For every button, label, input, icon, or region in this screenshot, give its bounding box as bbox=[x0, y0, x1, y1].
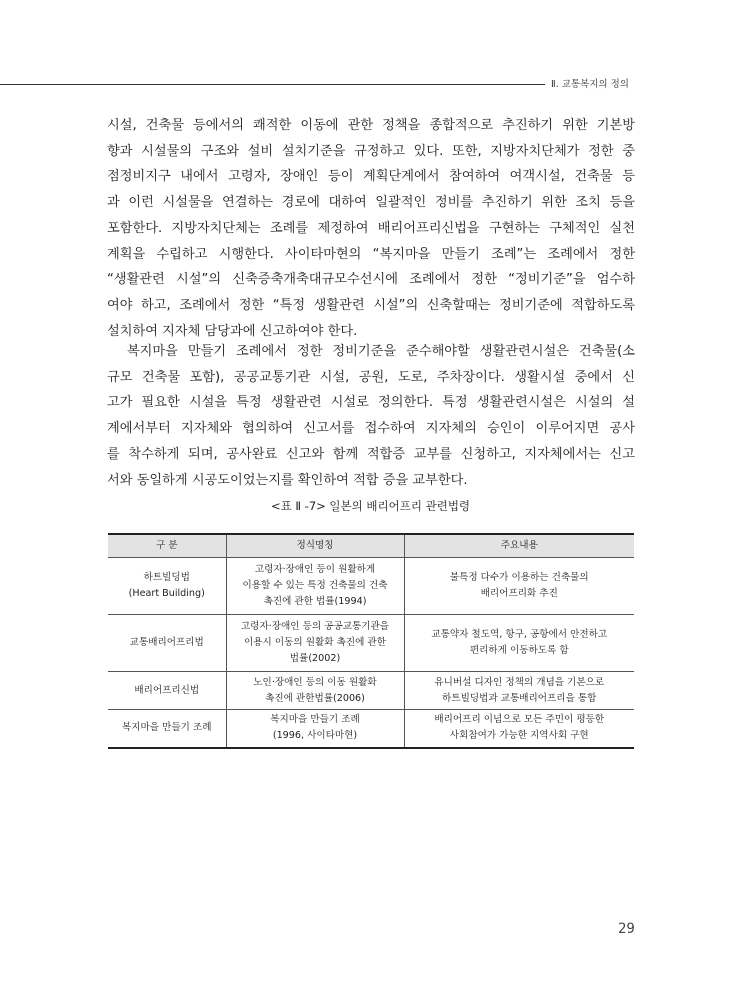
cell-line: 이용할 수 있는 특정 건축물의 건축 bbox=[242, 580, 388, 591]
cell-line: 이용시 이동의 원활화 촉진에 관한 bbox=[244, 637, 386, 648]
cell-name bbox=[226, 672, 404, 710]
text-line: 시설, 건축물 등에서의 쾌적한 이동에 관한 정책을 종합적으로 추진하기 위한 기본방 bbox=[107, 118, 635, 133]
text-line: 서와 동일하게 시공도이었는지를 확인하여 적합 증을 교부한다. bbox=[107, 472, 468, 488]
text-line: “생활관련 시설”의 신축증축개축대규모수선시에 조례에서 정한 “정비기준”을 엄수하 bbox=[107, 272, 635, 288]
table-row bbox=[108, 710, 634, 748]
cell-line: 교통약자 철도역, 항구, 공항에서 안전하고 bbox=[431, 629, 608, 640]
text-line: 계획을 수립하고 시행한다. 사이타마현의 “복지마을 만들기 조례”는 조례에서 정한 bbox=[107, 246, 635, 262]
text-line: 과 이런 시설물을 연결하는 경로에 대하여 일괄적인 정비를 추진하기 위한 조치 등을 bbox=[107, 195, 635, 211]
cell-content bbox=[404, 672, 634, 710]
cell-line: 사회참여가 가능한 지역사회 구현 bbox=[449, 730, 589, 742]
text-line: 여야 하고, 조례에서 정한 “특정 생활관련 시설”의 신축할때는 정비기준에 적합하도록 bbox=[107, 297, 635, 313]
cell-line: 배리어프리화 추진 bbox=[480, 588, 558, 599]
paragraph-1 bbox=[107, 113, 635, 344]
cell-line: 불특정 다수가 이용하는 건축물의 bbox=[449, 572, 589, 583]
column-header-name: 정식명칭 bbox=[226, 534, 404, 558]
cell-line: 유니버설 디자인 정책의 개념을 기본으로 bbox=[434, 676, 605, 688]
column-header-content: 주요내용 bbox=[404, 534, 634, 558]
cell-line: 노인·장애인 등의 이동 원활화 bbox=[253, 676, 377, 688]
text-line: 를 착수하게 되며, 공사완료 신고와 함께 적합증 교부를 신청하고, 지자체에서는 신고 bbox=[107, 446, 635, 462]
cell-category bbox=[108, 615, 226, 672]
cell-line: 하트빌딩법과 교통배리어프리을 통합 bbox=[442, 692, 597, 704]
paragraph-2 bbox=[107, 339, 635, 493]
cell-content bbox=[404, 558, 634, 615]
header-rule bbox=[0, 84, 545, 85]
cell-line: 배리어프리 이념으로 모든 주민이 평등한 bbox=[434, 714, 605, 726]
table-row bbox=[108, 615, 634, 672]
cell-line: 복지마을 만들기 조례 bbox=[270, 714, 360, 726]
cell-line: 복지마을 만들기 조례 bbox=[121, 722, 212, 734]
table-caption: <표 Ⅱ -7> 일본의 배리어프리 관련법령 bbox=[270, 499, 471, 513]
cell-name bbox=[226, 615, 404, 672]
cell-line: (1996, 사이타마현) bbox=[272, 730, 358, 742]
text-line: 규모 건축물 포함), 공공교통기관 시설, 공원, 도로, 주차장이다. 생활시설 중에서 신 bbox=[107, 369, 635, 385]
cell-line: 배리어프리신법 bbox=[134, 684, 200, 696]
cell-category bbox=[108, 710, 226, 748]
running-header: Ⅱ. 교통복지의 정의 bbox=[551, 79, 629, 90]
cell-line: 고령자·장애인 등이 원활하게 bbox=[254, 564, 376, 575]
page-number: 29 bbox=[618, 921, 635, 937]
cell-line: 법률(2002) bbox=[289, 653, 341, 664]
cell-content bbox=[404, 615, 634, 672]
cell-line: 교통배리어프리법 bbox=[129, 637, 204, 648]
text-line: 점정비지구 내에서 고령자, 장애인 등이 계획단계에서 참여하여 여객시설, 건축물 등 bbox=[107, 169, 635, 185]
text-line: 포함한다. 지방자치단체는 조례를 제정하여 배리어프리신법을 구현하는 구체적인 실천 bbox=[107, 220, 635, 236]
column-header-category: 구 분 bbox=[108, 534, 226, 558]
cell-category bbox=[108, 672, 226, 710]
text-line: 향과 시설물의 구조와 설비 설치기준을 규정하고 있다. 또한, 지방자치단체가 정한 중 bbox=[107, 143, 635, 159]
table-header-row bbox=[108, 534, 634, 558]
cell-line: 촉진에 관한법률(2006) bbox=[265, 692, 365, 704]
cell-category bbox=[108, 558, 226, 615]
cell-line: (Heart Building) bbox=[128, 588, 205, 599]
text-line: 계에서부터 지자체와 협의하여 신고서를 접수하여 지자체의 승인이 이루어지면 공사 bbox=[107, 421, 635, 437]
barrier-free-law-table bbox=[108, 533, 634, 749]
text-line: 복지마을 만들기 조례에서 정한 정비기준을 준수해야할 생활관련시설은 건축물(소 bbox=[107, 344, 635, 359]
text-line: 고가 필요한 시설을 특정 생활관련 시설로 정의한다. 특정 생활관련시설은 시설의 설 bbox=[107, 395, 635, 411]
text-line: 설치하여 지자체 담당과에 신고하여야 한다. bbox=[107, 323, 358, 339]
cell-line: 하트빌딩법 bbox=[143, 572, 190, 583]
cell-content bbox=[404, 710, 634, 748]
table-row bbox=[108, 558, 634, 615]
cell-line: 촉진에 관한 법률(1994) bbox=[263, 596, 367, 607]
cell-line: 편리하게 이동하도록 함 bbox=[469, 645, 569, 656]
cell-name bbox=[226, 710, 404, 748]
cell-line: 고령자·장애인 등의 공공교통기관을 bbox=[240, 621, 390, 632]
cell-name bbox=[226, 558, 404, 615]
table-row bbox=[108, 672, 634, 710]
